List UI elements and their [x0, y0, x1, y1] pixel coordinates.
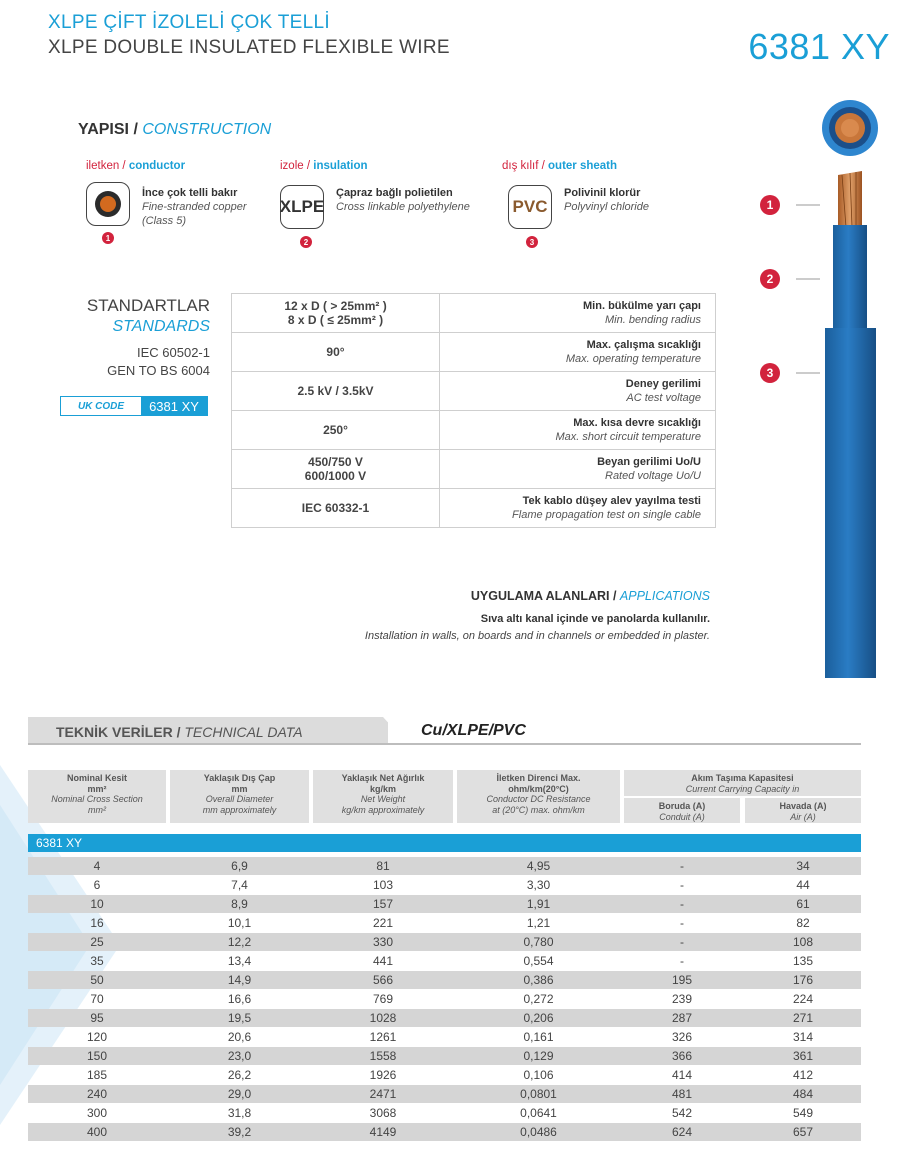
- component-insulation: [279, 160, 500, 247]
- table-cell: 23,0: [227, 1049, 252, 1063]
- cable-illustration: [750, 95, 890, 685]
- table-cell: 271: [792, 1011, 814, 1025]
- table-cell: 20,6: [227, 1030, 252, 1044]
- spec-label: Tek kablo düşey alev yayılma testi Flame propagation test on single cable: [440, 489, 716, 528]
- table-cell: 1,91: [526, 897, 551, 911]
- table-cell: 176: [792, 973, 814, 987]
- header-weight: Yaklaşık Net Ağırlık kg/km Net Weight kg/km approximately: [313, 770, 453, 823]
- component-label: izole / insulation: [280, 160, 368, 172]
- table-cell: 12,2: [227, 935, 252, 949]
- uk-code-value: 6381 XY: [141, 397, 207, 415]
- table-cell: 103: [372, 878, 394, 892]
- table-cell: 221: [372, 916, 394, 930]
- component-description: Çapraz bağlı polietilen Cross linkable polyethylene: [336, 187, 470, 213]
- standards-title-en: STANDARDS: [112, 318, 210, 335]
- table-cell: 366: [671, 1049, 693, 1063]
- table-cell: 0,161: [523, 1030, 554, 1044]
- spec-label: Max. çalışma sıcaklığı Max. operating temperature: [440, 333, 716, 372]
- table-cell: 6: [93, 878, 101, 892]
- table-cell: 224: [792, 992, 814, 1006]
- table-cell: 566: [372, 973, 394, 987]
- table-cell: 6,9: [231, 859, 248, 873]
- table-cell: 0,206: [523, 1011, 554, 1025]
- component-outer-sheath: [502, 160, 722, 247]
- table-cell: 4,95: [526, 859, 551, 873]
- table-cell: -: [680, 859, 684, 873]
- marker-3-badge: 3: [526, 236, 538, 248]
- header-cross-section: Nominal Kesit mm² Nominal Cross Section mm²: [28, 770, 166, 823]
- insulation-layer-icon: [833, 225, 867, 330]
- table-cell: 82: [796, 916, 810, 930]
- table-row: [28, 971, 861, 989]
- table-cell: 414: [671, 1068, 693, 1082]
- applications-text-en: Installation in walls, on boards and in channels or embedded in plaster.: [364, 630, 710, 642]
- applications-text-tr: Sıva altı kanal içinde ve panolarda kullanılır.: [480, 613, 710, 625]
- table-cell: -: [680, 878, 684, 892]
- table-cell: 330: [372, 935, 394, 949]
- table-cell: 185: [86, 1068, 108, 1082]
- table-cell: 195: [671, 973, 693, 987]
- table-row: [28, 952, 861, 970]
- table-cell: 25: [90, 935, 104, 949]
- product-code: 6381 XY: [748, 26, 890, 67]
- table-cell: 300: [86, 1106, 108, 1120]
- table-row: [28, 876, 861, 894]
- table-row: [28, 933, 861, 951]
- table-cell: 0,386: [523, 973, 554, 987]
- table-cell: 0,272: [523, 992, 554, 1006]
- table-cell: 0,780: [523, 935, 554, 949]
- table-cell: 0,106: [523, 1068, 554, 1082]
- standards-title-tr: STANDARTLAR: [86, 296, 210, 315]
- header-current-capacity: Akım Taşıma Kapasitesi Current Carrying Capacity in: [624, 770, 861, 796]
- table-row: [28, 1104, 861, 1122]
- table-row: [28, 1123, 861, 1141]
- table-cell: 3068: [369, 1106, 397, 1120]
- spec-row: [232, 372, 716, 411]
- applications-heading: UYGULAMA ALANLARI / APPLICATIONS: [470, 589, 710, 603]
- table-cell: 400: [86, 1125, 108, 1139]
- material-label: Cu/XLPE/PVC: [421, 722, 526, 739]
- conductor-icon: [86, 182, 130, 226]
- table-cell: 0,0641: [520, 1106, 557, 1120]
- component-label: iletken / conductor: [86, 160, 186, 172]
- construction-heading-en: CONSTRUCTION: [142, 121, 272, 138]
- table-cell: 157: [372, 897, 394, 911]
- table-cell: 624: [671, 1125, 693, 1139]
- table-cell: 16,6: [227, 992, 252, 1006]
- table-cell: 13,4: [227, 954, 252, 968]
- xlpe-icon: XLPE: [280, 185, 324, 229]
- construction-heading-tr: YAPISI /: [78, 121, 143, 138]
- standard-line-2: GEN TO BS 6004: [107, 363, 210, 378]
- table-cell: 239: [671, 992, 693, 1006]
- table-cell: 314: [792, 1030, 814, 1044]
- table-cell: 0,0801: [520, 1087, 557, 1101]
- table-cell: 108: [792, 935, 814, 949]
- uk-code-label: UK CODE: [77, 400, 125, 412]
- table-cell: 29,0: [227, 1087, 252, 1101]
- title-turkish: XLPE ÇİFT İZOLELİ ÇOK TELLİ: [48, 12, 330, 33]
- table-cell: 1926: [369, 1068, 397, 1082]
- pvc-icon: PVC: [508, 185, 552, 229]
- table-cell: 61: [796, 897, 810, 911]
- table-cell: 0,0486: [520, 1125, 557, 1139]
- table-cell: 769: [372, 992, 394, 1006]
- spec-label: Beyan gerilimi Uo/U Rated voltage Uo/U: [440, 450, 716, 489]
- table-cell: 441: [372, 954, 394, 968]
- table-cell: 50: [90, 973, 104, 987]
- table-cell: -: [680, 897, 684, 911]
- table-cell: 1558: [369, 1049, 397, 1063]
- table-cell: 4: [93, 859, 101, 873]
- marker-2-badge: 2: [300, 236, 312, 248]
- marker-1-label: 1: [766, 198, 774, 212]
- component-label: dış kılıf / outer sheath: [502, 160, 618, 172]
- header-diameter: Yaklaşık Dış Çap mm Overall Diameter mm approximately: [170, 770, 309, 823]
- title-english: XLPE DOUBLE INSULATED FLEXIBLE WIRE: [48, 37, 450, 58]
- table-cell: 44: [796, 878, 810, 892]
- spec-row: [232, 489, 716, 528]
- spec-value: 2.5 kV / 3.5kV: [232, 372, 440, 411]
- marker-3-label: 3: [766, 366, 774, 380]
- table-cell: 484: [792, 1087, 814, 1101]
- spec-value: 250°: [232, 411, 440, 450]
- table-cell: 150: [86, 1049, 108, 1063]
- product-group-bar: 6381 XY: [28, 834, 861, 852]
- table-cell: 0,129: [523, 1049, 554, 1063]
- table-row: [28, 895, 861, 913]
- table-cell: -: [680, 935, 684, 949]
- table-row: [28, 1066, 861, 1084]
- spec-row: [232, 294, 716, 333]
- spec-label: Max. kısa devre sıcaklığı Max. short circuit temperature: [440, 411, 716, 450]
- table-cell: 135: [792, 954, 814, 968]
- table-cell: 412: [792, 1068, 814, 1082]
- header-resistance: İletken Direnci Max. ohm/km(20°C) Conductor DC Resistance at (20°C) max. ohm/km: [457, 770, 620, 823]
- table-cell: 120: [86, 1030, 108, 1044]
- table-cell: 0,554: [523, 954, 554, 968]
- uk-code-badge: [60, 396, 208, 416]
- spec-value: 450/750 V 600/1000 V: [232, 450, 440, 489]
- table-cell: 19,5: [227, 1011, 252, 1025]
- table-cell: 361: [792, 1049, 814, 1063]
- table-row: [28, 1009, 861, 1027]
- component-description: İnce çok telli bakır Fine-stranded copper (Class 5): [142, 187, 247, 227]
- spec-row: [232, 450, 716, 489]
- header-conduit: Boruda (A) Conduit (A): [624, 798, 740, 823]
- spec-row: [232, 333, 716, 372]
- table-cell: 657: [792, 1125, 814, 1139]
- table-cell: 34: [796, 859, 810, 873]
- table-cell: 7,4: [231, 878, 248, 892]
- marker-2-label: 2: [766, 272, 774, 286]
- table-cell: 549: [792, 1106, 814, 1120]
- table-cell: 4149: [369, 1125, 397, 1139]
- table-row: [28, 1047, 861, 1065]
- table-cell: 3,30: [526, 878, 551, 892]
- spec-value: IEC 60332-1: [232, 489, 440, 528]
- standard-line-1: IEC 60502-1: [137, 345, 210, 360]
- table-cell: 10: [90, 897, 104, 911]
- cable-cross-section-icon: [822, 100, 878, 156]
- table-row: [28, 914, 861, 932]
- header-air: Havada (A) Air (A): [745, 798, 861, 823]
- spec-label: Min. bükülme yarı çapı Min. bending radius: [440, 294, 716, 333]
- spec-value: 90°: [232, 333, 440, 372]
- table-cell: 1028: [369, 1011, 397, 1025]
- table-cell: 16: [90, 916, 104, 930]
- table-row: [28, 1085, 861, 1103]
- table-cell: 39,2: [227, 1125, 252, 1139]
- table-cell: 10,1: [227, 916, 252, 930]
- table-cell: -: [680, 954, 684, 968]
- table-cell: 481: [671, 1087, 693, 1101]
- table-row: [28, 1028, 861, 1046]
- table-cell: 8,9: [231, 897, 248, 911]
- technical-divider: [28, 743, 861, 745]
- spec-value: 12 x D ( > 25mm² ) 8 x D ( ≤ 25mm² ): [232, 294, 440, 333]
- technical-heading: TEKNİK VERİLER / TECHNICAL DATA: [56, 724, 303, 740]
- specs-table: [231, 293, 716, 528]
- table-cell: 70: [90, 992, 104, 1006]
- table-cell: 287: [671, 1011, 693, 1025]
- marker-1-badge: 1: [102, 232, 114, 244]
- table-cell: -: [680, 916, 684, 930]
- table-cell: 26,2: [227, 1068, 252, 1082]
- table-cell: 95: [90, 1011, 104, 1025]
- table-cell: 1,21: [526, 916, 551, 930]
- table-row: [28, 857, 861, 875]
- spec-label: Deney gerilimi AC test voltage: [440, 372, 716, 411]
- table-row: [28, 990, 861, 1008]
- table-cell: 35: [90, 954, 104, 968]
- table-cell: 1261: [369, 1030, 397, 1044]
- spec-row: [232, 411, 716, 450]
- table-cell: 81: [376, 859, 390, 873]
- construction-heading: [78, 121, 271, 139]
- table-cell: 31,8: [227, 1106, 252, 1120]
- outer-sheath-icon: [825, 328, 876, 678]
- table-cell: 2471: [369, 1087, 397, 1101]
- table-cell: 14,9: [227, 973, 252, 987]
- component-description: Polivinil klorür Polyvinyl chloride: [564, 187, 649, 213]
- table-cell: 326: [671, 1030, 693, 1044]
- table-cell: 542: [671, 1106, 693, 1120]
- table-cell: 240: [86, 1087, 108, 1101]
